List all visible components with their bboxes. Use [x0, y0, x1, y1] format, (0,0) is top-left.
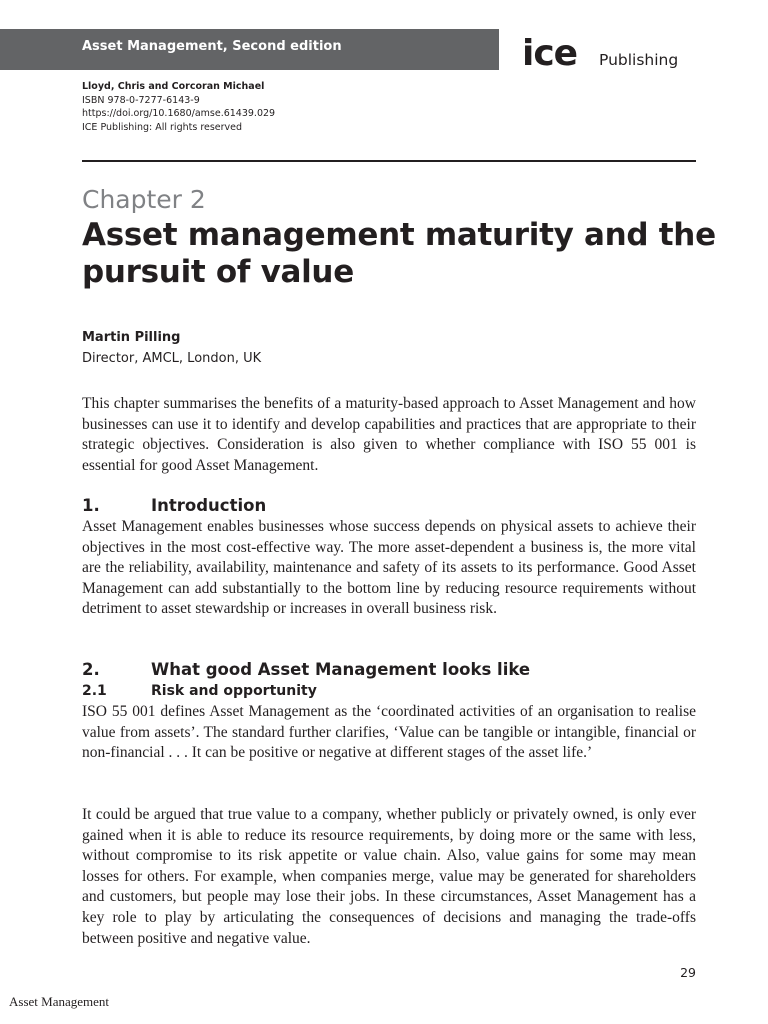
chapter-label: Chapter 2	[82, 185, 206, 214]
footer-text: Asset Management	[9, 994, 110, 1009]
section-number: 1.	[82, 496, 100, 515]
page-number: 29	[680, 965, 696, 980]
section-title: Introduction	[151, 496, 267, 515]
author-affiliation: Director, AMCL, London, UK	[82, 351, 262, 366]
rights-notice: ICE Publishing: All rights reserved	[82, 121, 243, 133]
subsection-heading-risk-opportunity	[82, 683, 317, 699]
book-title: Asset Management, Second edition	[82, 39, 342, 54]
header-divider	[82, 160, 696, 162]
ice-logo-mark: ice	[522, 33, 578, 74]
chapter-author: Martin Pilling	[82, 330, 181, 345]
publisher-logo-word: Publishing	[599, 51, 679, 69]
book-authors: Lloyd, Chris and Corcoran Michael	[82, 81, 265, 92]
risk-opportunity-paragraph-2: It could be argued that true value to a company, whether publicly or privately owned, is only ever gained when it is able to reduce its resource requirements, by doing more or the same with less, without compromise to its risk appetite or value chain. Also, value gains for some may mean losses for others. For example, when companies merge, value may be generated for shareholders and customers, but people may lose their jobs. In these circumstances, Asset Management has a key role to play by articulating the consequences of decisions and managing the trade-offs between positive and negative value.	[82, 806, 696, 947]
section-heading-introduction	[82, 496, 266, 515]
section-number: 2.	[82, 660, 100, 679]
introduction-paragraph: Asset Management enables businesses whose success depends on physical assets to achieve their objectives in the most cost-effective way. The more asset-dependent a business is, the more vital are the reliability, availability, maintenance and safety of its assets to its performance. Good Asset Management can add substantially to the bottom line by reducing resource requirements without detriment to asset stewardship or increases in overall business risk.	[82, 518, 696, 618]
abstract-paragraph: This chapter summarises the benefits of a maturity-based approach to Asset Management and how businesses can use it to identify and develop capabilities and practices that are appropriate to their strategic objectives. Consideration is also given to whether compliance with ISO 55 001 is essential for good Asset Management.	[82, 395, 696, 474]
chapter-title: Asset management maturity and the pursuit of value	[82, 217, 716, 290]
section-heading-good-asset-management	[82, 660, 530, 679]
subsection-number: 2.1	[82, 683, 107, 699]
risk-opportunity-paragraph-1: ISO 55 001 defines Asset Management as the ‘coordinated activities of an organisation to realise value from assets’. The standard further clarifies, ‘Value can be tangible or intangible, financial or non-financial . . . It can be positive or negative at different stages of the asset life.’	[82, 703, 696, 762]
isbn: ISBN 978-0-7277-6143-9	[82, 94, 200, 106]
subsection-title: Risk and opportunity	[151, 683, 317, 699]
doi-link[interactable]: https://doi.org/10.1680/amse.61439.029	[82, 108, 276, 120]
section-title: What good Asset Management looks like	[151, 660, 531, 679]
bibliographic-info	[82, 80, 275, 134]
